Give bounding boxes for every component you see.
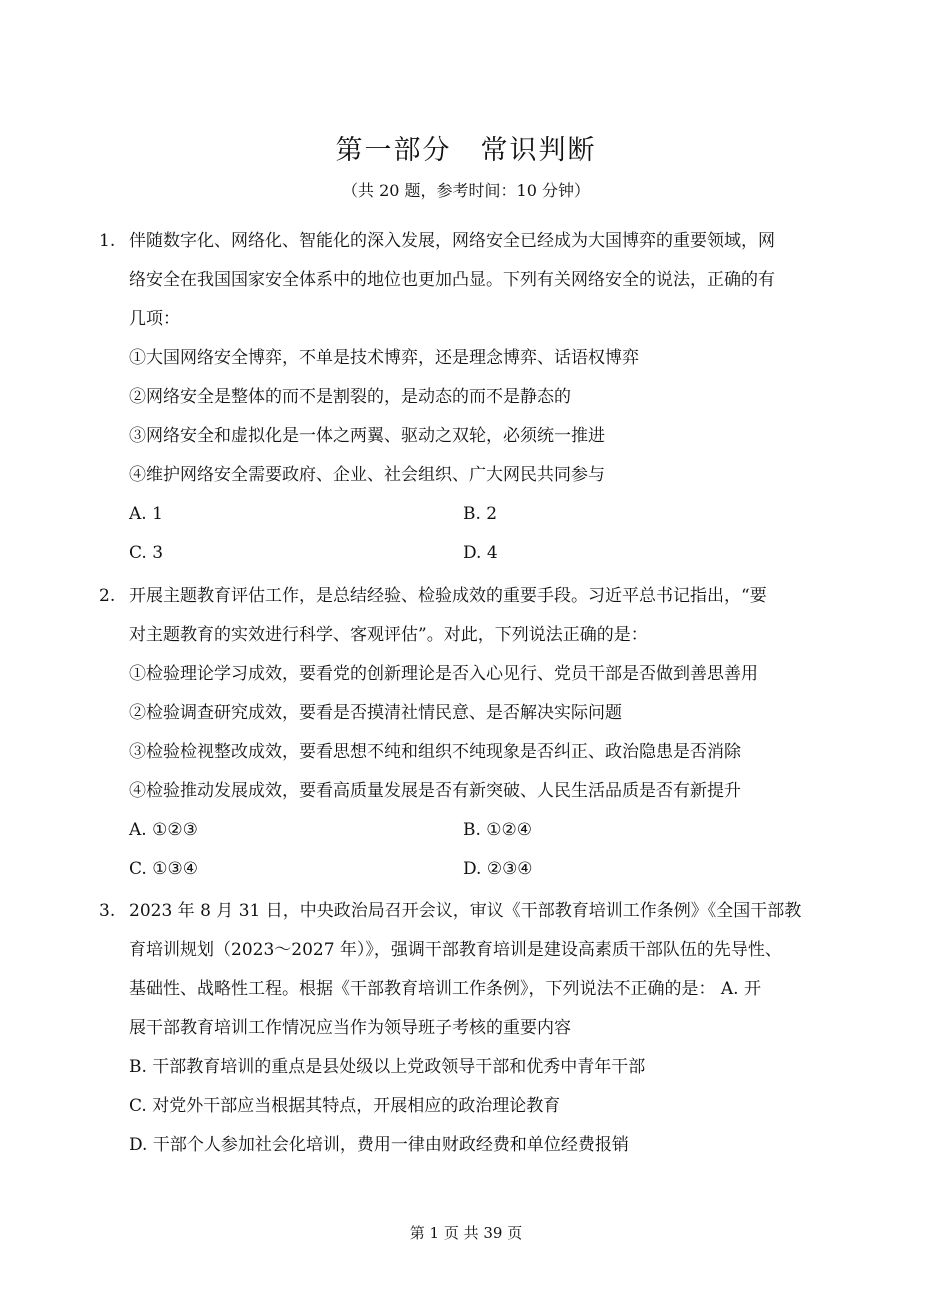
options-row <box>129 811 859 850</box>
question-stem-line: 几项： <box>129 309 180 329</box>
question-stem-line: 展干部教育培训工作情况应当作为领导班子考核的重要内容 <box>129 1018 571 1038</box>
option-c[interactable]: C. 对党外干部应当根据其特点，开展相应的政治理论教育 <box>129 1096 561 1116</box>
question-stem-line: 对主题教育的实效进行科学、客观评估”。对此，下列说法正确的是： <box>129 625 648 645</box>
statement-item: ①大国网络安全博弈，不单是技术博弈，还是理念博弈、话语权博弈 <box>129 348 639 368</box>
page-title: 第一部分 常识判断 <box>335 135 597 166</box>
question-stem-line: 伴随数字化、网络化、智能化的深入发展，网络安全已经成为大国博弈的重要领域，网 <box>129 231 775 251</box>
question-number: 1. <box>99 231 116 251</box>
option-d[interactable]: D. 干部个人参加社会化培训，费用一律由财政经费和单位经费报销 <box>129 1135 629 1155</box>
question-number: 2. <box>99 586 116 606</box>
statement-item: ③网络安全和虚拟化是一体之两翼、驱动之双轮，必须统一推进 <box>129 426 605 446</box>
question-stem-line: 开展主题教育评估工作，是总结经验、检验成效的重要手段。习近平总书记指出，“要 <box>129 586 767 606</box>
option-a[interactable]: A. ①②③ <box>129 820 198 840</box>
statement-item: ②网络安全是整体的而不是割裂的，是动态的而不是静态的 <box>129 387 571 407</box>
question-stem-line: 基础性、战略性工程。根据《干部教育培训工作条例》，下列说法不正确的是： A. 开 <box>129 979 761 999</box>
page-subtitle: （共 20 题，参考时间：10 分钟） <box>342 181 590 200</box>
options-row <box>129 534 859 573</box>
option-d[interactable]: D. ②③④ <box>463 859 533 879</box>
question-2 <box>99 577 859 889</box>
statement-item: ④维护网络安全需要政府、企业、社会组织、广大网民共同参与 <box>129 465 605 485</box>
question-stem-line: 育培训规划（2023～2027 年）》，强调干部教育培训是建设高素质干部队伍的先导性、 <box>129 940 782 960</box>
question-1 <box>99 222 859 573</box>
question-number: 3. <box>99 901 116 921</box>
option-c[interactable]: C. ①③④ <box>129 859 198 879</box>
options-row <box>129 495 859 534</box>
question-stem-line: 络安全在我国国家安全体系中的地位也更加凸显。下列有关网络安全的说法，正确的有 <box>129 270 775 290</box>
option-a[interactable]: A. 1 <box>129 504 163 524</box>
option-b[interactable]: B. 干部教育培训的重点是县处级以上党政领导干部和优秀中青年干部 <box>129 1057 646 1077</box>
statement-item: ④检验推动发展成效，要看高质量发展是否有新突破、人民生活品质是否有新提升 <box>129 781 741 801</box>
question-3 <box>99 892 859 1165</box>
statement-item: ③检验检视整改成效，要看思想不纯和组织不纯现象是否纠正、政治隐患是否消除 <box>129 742 741 762</box>
option-d[interactable]: D. 4 <box>463 543 498 563</box>
statement-item: ②检验调查研究成效，要看是否摸清社情民意、是否解决实际问题 <box>129 703 622 723</box>
option-b[interactable]: B. 2 <box>463 504 498 524</box>
option-c[interactable]: C. 3 <box>129 543 164 563</box>
page-footer: 第 1 页 共 39 页 <box>409 1224 523 1242</box>
options-row <box>129 850 859 889</box>
question-stem-line: 2023 年 8 月 31 日，中央政治局召开会议，审议《干部教育培训工作条例》《全国干部教 <box>129 901 802 921</box>
statement-item: ①检验理论学习成效，要看党的创新理论是否入心见行、党员干部是否做到善思善用 <box>129 664 758 684</box>
option-b[interactable]: B. ①②④ <box>463 820 533 840</box>
